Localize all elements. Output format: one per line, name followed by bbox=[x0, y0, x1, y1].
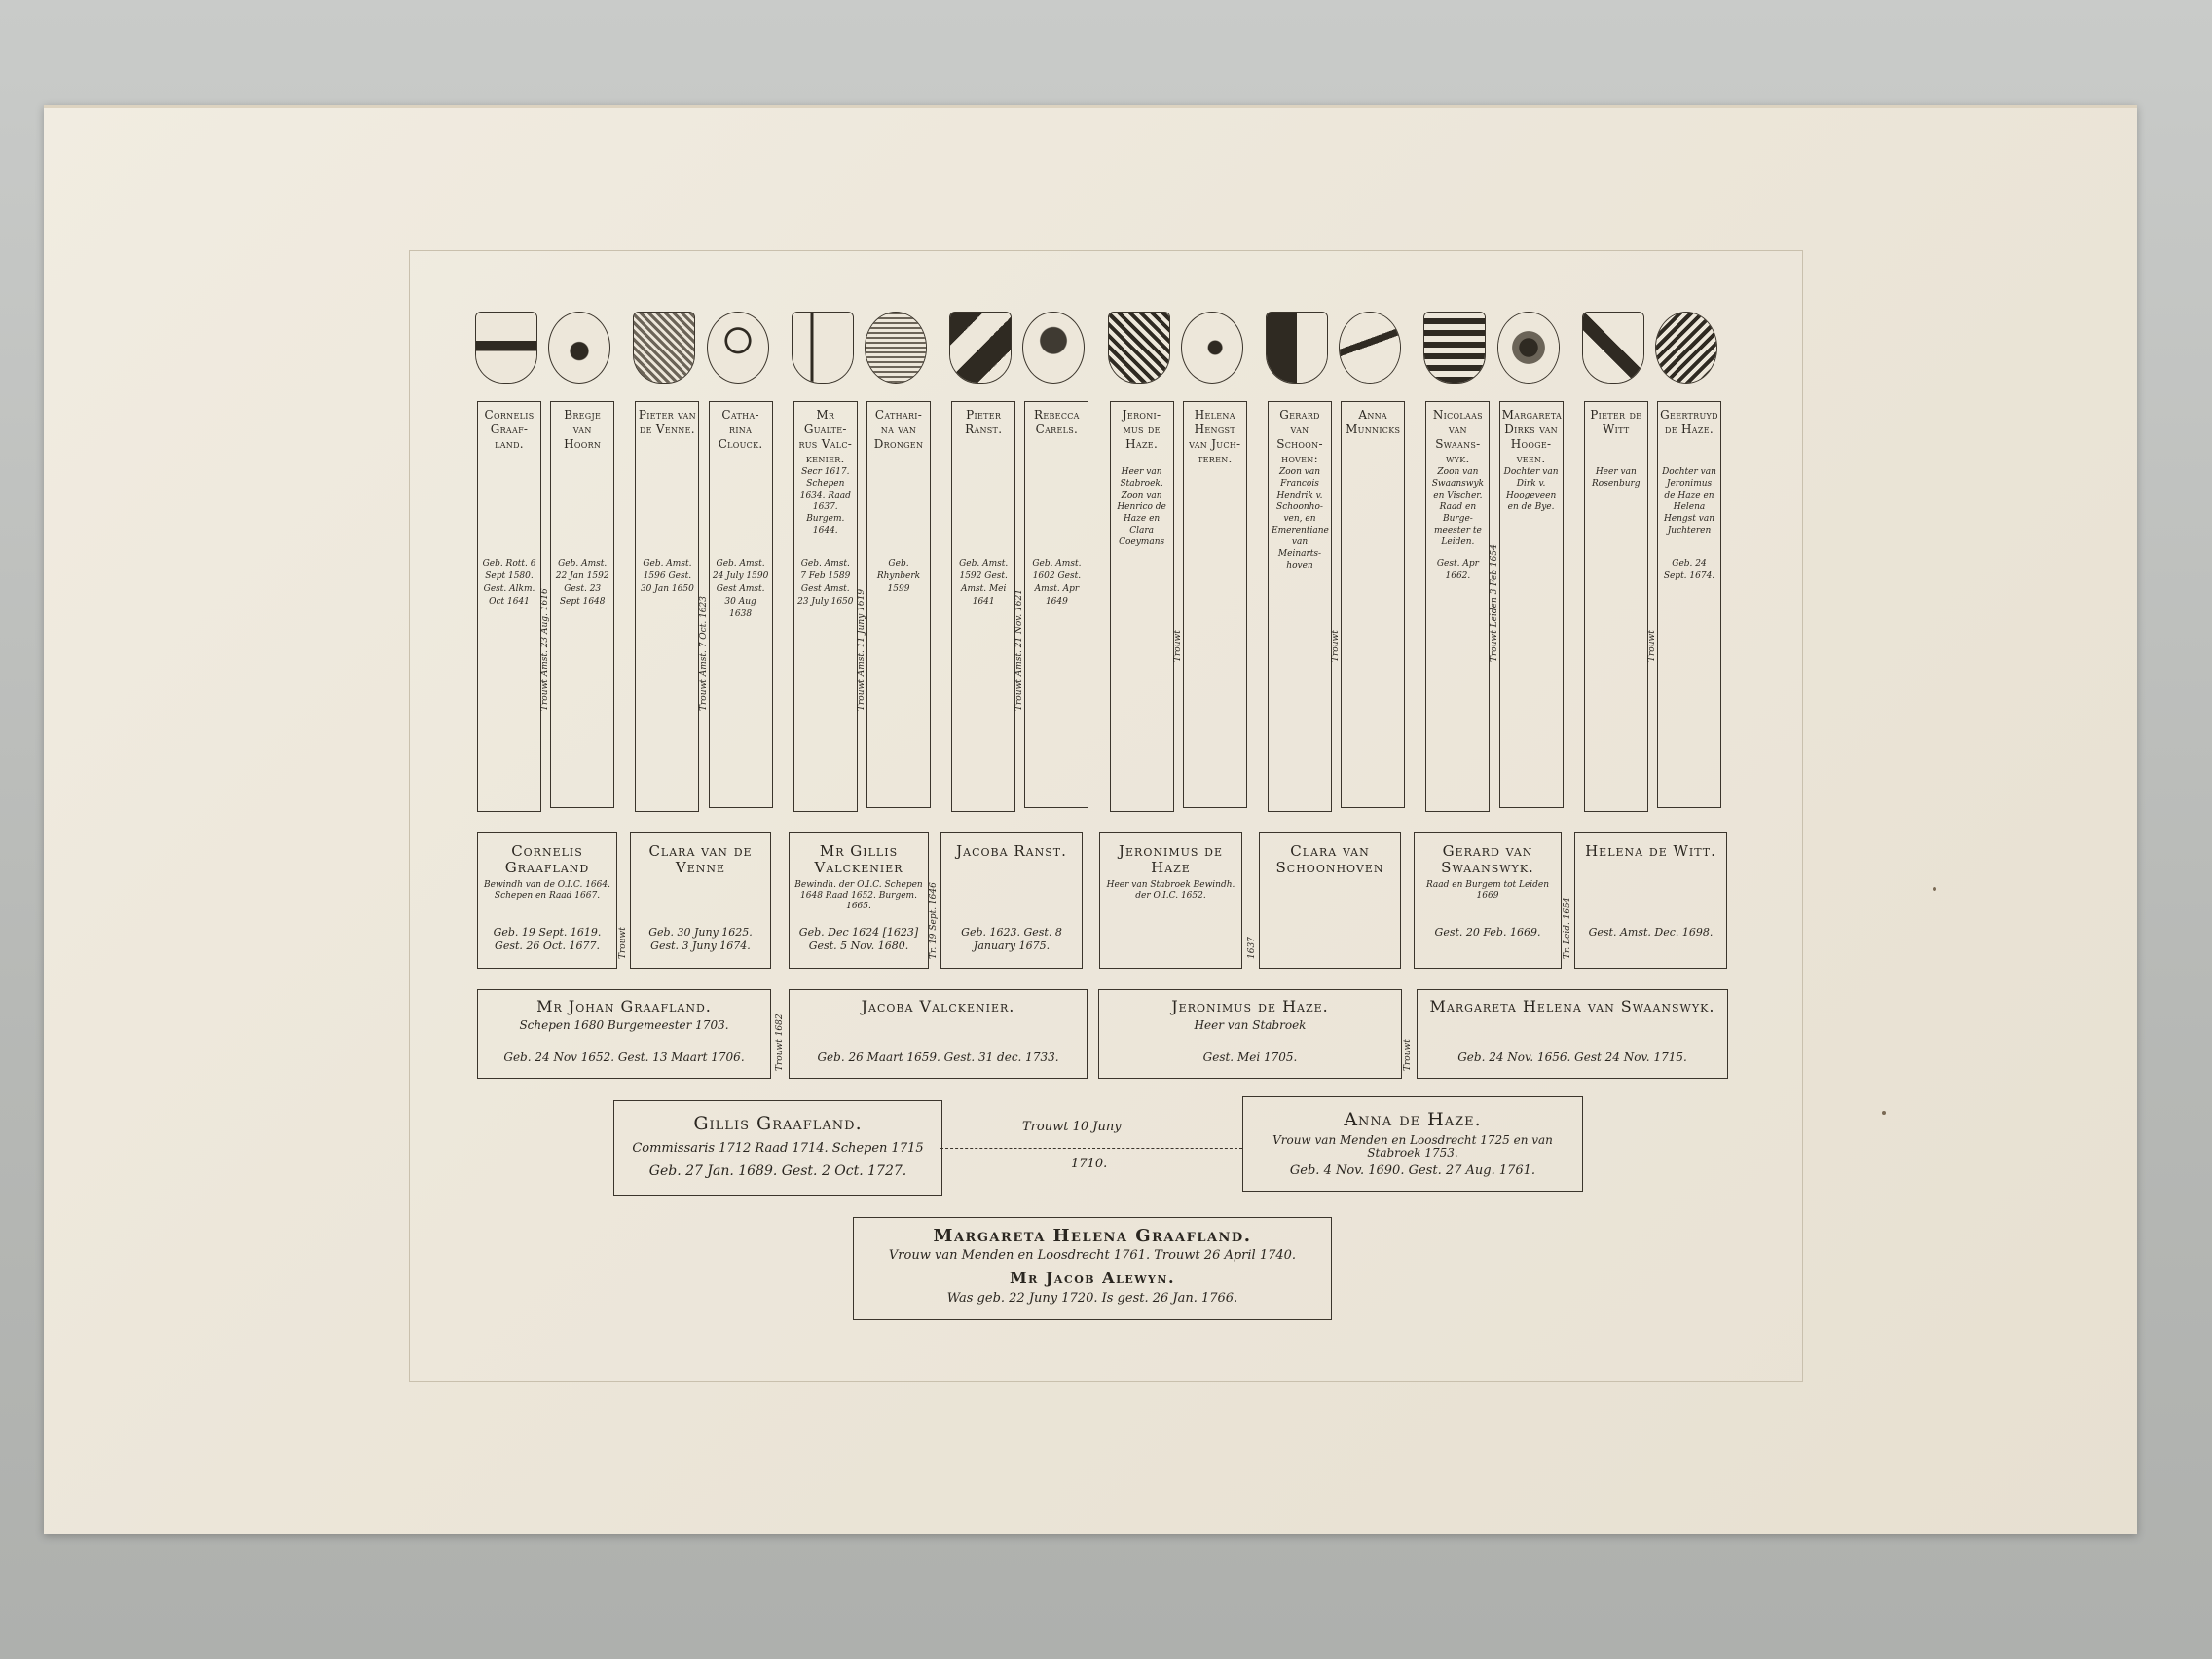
coat-of-arms-icon bbox=[1022, 312, 1085, 384]
final-name-1: Margareta Helena Graafland. bbox=[933, 1226, 1252, 1246]
foxing-spot bbox=[1882, 1111, 1886, 1115]
person-dates: Gest. 20 Feb. 1669. bbox=[1434, 926, 1541, 939]
person-name: Clara van de Venne bbox=[648, 842, 753, 876]
ancestor-note: Dochter van Jeronimus de Haze en Helena Hengst van Juchteren bbox=[1662, 467, 1716, 535]
person-dates: Geb. 24 Nov. 1656. Gest 24 Nov. 1715. bbox=[1457, 1051, 1687, 1064]
person-note: Bewindh van de O.I.C. 1664. Schepen en Raad 1667. bbox=[484, 880, 610, 901]
person-name: Gerard van Swaanswyk. bbox=[1441, 842, 1534, 876]
coat-of-arms-icon bbox=[1339, 312, 1401, 384]
marriage-note: Trouwt Leiden 3 Feb 1654 bbox=[1489, 544, 1499, 662]
person-note: Heer van Stabroek Bewindh. der O.I.C. 1652. bbox=[1106, 880, 1235, 901]
ancestor-column bbox=[793, 401, 858, 812]
shield-field bbox=[634, 313, 694, 383]
person-name: Jacoba Ranst. bbox=[956, 842, 1067, 860]
marriage-note: Trouwt Amst. 11 Juny 1619 bbox=[857, 588, 866, 711]
ancestor-name: Margareta Dirks van Hooge-veen. bbox=[1501, 408, 1563, 465]
ancestor-column bbox=[1183, 401, 1247, 808]
marriage-note: Trouwt bbox=[1647, 630, 1657, 662]
shield-field bbox=[708, 313, 768, 383]
ancestor-name: Pieter Ranst. bbox=[965, 408, 1003, 436]
coat-of-arms-icon bbox=[1423, 312, 1486, 384]
ancestor-dates: Gest. Apr 1662. bbox=[1436, 559, 1479, 581]
coat-of-arms-icon bbox=[792, 312, 854, 384]
person-note: Raad en Burgem tot Leiden 1669 bbox=[1425, 880, 1550, 901]
ancestor-name: Mr Gualte-rus Valc-kenier. bbox=[798, 408, 853, 465]
coat-of-arms-icon bbox=[707, 312, 769, 384]
ancestor-name: Pieter de Witt bbox=[1590, 408, 1642, 436]
coat-of-arms-icon bbox=[548, 312, 610, 384]
person-note: Schepen 1680 Burgemeester 1703. bbox=[519, 1018, 729, 1032]
ancestor-dates: Geb. 24 Sept. 1674. bbox=[1663, 559, 1715, 581]
ancestor-column bbox=[709, 401, 773, 808]
ancestor-column bbox=[477, 401, 541, 812]
ancestor-name: Helena Hengst van Juch-teren. bbox=[1189, 408, 1241, 465]
foxing-spot bbox=[1933, 887, 1936, 891]
marriage-date-2: 1710. bbox=[1071, 1157, 1108, 1171]
shield-field bbox=[950, 313, 1011, 383]
marriage-date-1: Trouwt 10 Juny bbox=[1022, 1120, 1122, 1134]
coat-of-arms-icon bbox=[1181, 312, 1243, 384]
ancestor-column bbox=[1499, 401, 1564, 808]
generation-box bbox=[1414, 832, 1562, 969]
ancestor-name: Anna Munnicks bbox=[1346, 408, 1401, 436]
ancestor-column bbox=[1024, 401, 1088, 808]
ancestor-dates: Geb. Amst. 22 Jan 1592 Gest. 23 Sept 1648 bbox=[555, 559, 609, 607]
marriage-note: Trouwt 1682 bbox=[775, 1014, 785, 1071]
ancestor-dates: Geb. Amst. 1602 Gest. Amst. Apr 1649 bbox=[1032, 559, 1082, 607]
coat-of-arms-icon bbox=[865, 312, 927, 384]
gillis-graafland-box bbox=[613, 1100, 942, 1196]
gillis-name: Gillis Graafland. bbox=[693, 1113, 863, 1134]
marriage-note: 1637 bbox=[1247, 937, 1257, 959]
person-name: Margareta Helena van Swaanswyk. bbox=[1429, 997, 1715, 1015]
ancestor-column bbox=[951, 401, 1015, 812]
ancestor-dates: Geb. Rott. 6 Sept 1580. Gest. Alkm. Oct 1641 bbox=[482, 559, 536, 607]
generation-box bbox=[630, 832, 771, 969]
generation-box bbox=[477, 832, 617, 969]
ancestor-name: Jeroni-mus de Haze. bbox=[1122, 408, 1161, 451]
marriage-note: Tr. Leid. 1654 bbox=[1563, 897, 1572, 959]
person-name: Mr Johan Graafland. bbox=[536, 997, 712, 1015]
person-dates: Geb. 1623. Gest. 8 January 1675. bbox=[961, 926, 1062, 952]
person-name: Jeronimus de Haze. bbox=[1171, 997, 1329, 1015]
ancestor-dates: Geb. Amst. 24 July 1590 Gest Amst. 30 Aug 1638 bbox=[712, 559, 769, 619]
ancestor-column bbox=[550, 401, 614, 808]
ancestor-name: Rebecca Carels. bbox=[1034, 408, 1080, 436]
anna-dates: Geb. 4 Nov. 1690. Gest. 27 Aug. 1761. bbox=[1289, 1163, 1536, 1178]
final-line-2: Was geb. 22 Juny 1720. Is gest. 26 Jan. 1766. bbox=[946, 1291, 1238, 1306]
gillis-note: Commissaris 1712 Raad 1714. Schepen 1715 bbox=[632, 1141, 924, 1156]
person-dates: Geb. 26 Maart 1659. Gest. 31 dec. 1733. bbox=[817, 1051, 1059, 1064]
shield-field bbox=[1182, 313, 1242, 383]
generation-box bbox=[477, 989, 771, 1079]
shield-field bbox=[866, 313, 926, 383]
shield-field bbox=[1424, 313, 1485, 383]
shield-field bbox=[1109, 313, 1169, 383]
ancestor-dates: Geb. Rhynberk 1599 bbox=[876, 559, 921, 594]
ancestor-note: Zoon van Swaanswyk en Vischer. Raad en Burge-meester te Leiden. bbox=[1431, 467, 1485, 547]
shield-field bbox=[793, 313, 853, 383]
person-name: Mr Gillis Valckenier bbox=[814, 842, 903, 876]
person-name: Helena de Witt. bbox=[1585, 842, 1716, 860]
ancestor-name: Geertruyd de Haze. bbox=[1660, 408, 1718, 436]
person-dates: Gest. Amst. Dec. 1698. bbox=[1588, 926, 1714, 939]
generation-box bbox=[789, 832, 929, 969]
generation-box bbox=[940, 832, 1083, 969]
ancestor-column bbox=[866, 401, 931, 808]
ancestor-column bbox=[1657, 401, 1721, 808]
shield-field bbox=[476, 313, 536, 383]
ancestor-name: Gerard van Schoon-hoven: bbox=[1276, 408, 1323, 465]
generation-box bbox=[1099, 832, 1242, 969]
shield-field bbox=[1267, 313, 1327, 383]
coat-of-arms-icon bbox=[1655, 312, 1717, 384]
person-dates: Geb. Dec 1624 [1623] Gest. 5 Nov. 1680. bbox=[798, 926, 919, 952]
marriage-note: Trouwt bbox=[618, 927, 628, 959]
coat-of-arms-icon bbox=[1108, 312, 1170, 384]
anna-note: Vrouw van Menden en Loosdrecht 1725 en van Stabroek 1753. bbox=[1272, 1133, 1553, 1160]
ancestor-name: Pieter van de Venne. bbox=[638, 408, 696, 436]
shield-field bbox=[1498, 313, 1559, 383]
coat-of-arms-icon bbox=[1266, 312, 1328, 384]
ancestor-column bbox=[1425, 401, 1490, 812]
marriage-note: Trouwt Amst. 21 Nov. 1621 bbox=[1014, 589, 1025, 711]
generation-box bbox=[789, 989, 1088, 1079]
ancestor-column bbox=[1341, 401, 1405, 808]
person-note: Heer van Stabroek bbox=[1194, 1018, 1307, 1032]
person-name: Jacoba Valckenier. bbox=[861, 997, 1015, 1015]
marriage-note: Trouwt bbox=[1331, 630, 1342, 662]
ancestor-note: Dochter van Dirk v. Hoogeveen en de Bye. bbox=[1503, 467, 1559, 512]
marriage-note: Trouwt Amst. 7 Oct. 1623 bbox=[698, 596, 709, 711]
coat-of-arms-icon bbox=[1582, 312, 1644, 384]
final-name-2: Mr Jacob Alewyn. bbox=[1009, 1269, 1176, 1287]
ancestor-dates: Geb. Amst. 1596 Gest. 30 Jan 1650 bbox=[640, 559, 694, 594]
ancestor-name: Cathari-na van Drongen bbox=[873, 408, 924, 451]
generation-box bbox=[1417, 989, 1728, 1079]
ancestor-column bbox=[1268, 401, 1332, 812]
coat-of-arms-icon bbox=[475, 312, 537, 384]
anna-name: Anna de Haze. bbox=[1344, 1109, 1482, 1130]
person-name: Jeronimus de Haze bbox=[1119, 842, 1223, 876]
ancestor-name: Bregje van Hoorn bbox=[564, 408, 602, 451]
ancestor-note: Heer van Stabroek. Zoon van Henrico de Haze en Clara Coeymans bbox=[1117, 467, 1166, 547]
ancestor-note: Heer van Rosenburg bbox=[1592, 467, 1641, 489]
ancestor-dates: Geb. Amst. 7 Feb 1589 Gest Amst. 23 July 1650 bbox=[797, 559, 854, 607]
final-box bbox=[853, 1217, 1332, 1320]
ancestor-dates: Geb. Amst. 1592 Gest. Amst. Mei 1641 bbox=[959, 559, 1009, 607]
shield-field bbox=[549, 313, 609, 383]
shield-field bbox=[1656, 313, 1716, 383]
generation-box bbox=[1098, 989, 1402, 1079]
ancestor-name: Cornelis Graaf-land. bbox=[484, 408, 535, 451]
marriage-note: Trouwt Amst. 23 Aug. 1616 bbox=[540, 588, 551, 711]
marriage-line bbox=[940, 1148, 1242, 1149]
person-dates: Geb. 30 Juny 1625. Gest. 3 Juny 1674. bbox=[648, 926, 753, 952]
person-dates: Gest. Mei 1705. bbox=[1202, 1051, 1298, 1064]
ancestor-column bbox=[1584, 401, 1648, 812]
shield-field bbox=[1583, 313, 1643, 383]
ancestor-column bbox=[1110, 401, 1174, 812]
marriage-note: Tr. 19 Sept. 1646 bbox=[929, 882, 939, 959]
person-name: Cornelis Graafland bbox=[504, 842, 590, 876]
generation-box bbox=[1574, 832, 1727, 969]
ancestor-name: Catha-rina Clouck. bbox=[718, 408, 763, 451]
anna-de-haze-box bbox=[1242, 1096, 1583, 1192]
person-name: Clara van Schoonhoven bbox=[1275, 842, 1384, 876]
marriage-note: Trouwt bbox=[1172, 630, 1183, 662]
marriage-note: Trouwt bbox=[1403, 1039, 1413, 1071]
gillis-dates: Geb. 27 Jan. 1689. Gest. 2 Oct. 1727. bbox=[648, 1163, 907, 1179]
final-line-1: Vrouw van Menden en Loosdrecht 1761. Trouwt 26 April 1740. bbox=[888, 1248, 1297, 1263]
ancestor-name: Nicolaas van Swaans-wyk. bbox=[1432, 408, 1483, 465]
coat-of-arms-icon bbox=[1497, 312, 1560, 384]
ancestor-note: Secr 1617. Schepen 1634. Raad 1637. Burgem. 1644. bbox=[799, 467, 851, 535]
shield-field bbox=[1023, 313, 1084, 383]
person-dates: Geb. 24 Nov 1652. Gest. 13 Maart 1706. bbox=[503, 1051, 745, 1064]
ancestor-column bbox=[635, 401, 699, 812]
ancestor-note: Zoon van Francois Hendrik v. Schoonho-ven, en Emerentiane van Meinarts-hoven bbox=[1272, 467, 1329, 571]
generation-box bbox=[1259, 832, 1401, 969]
coat-of-arms-icon bbox=[633, 312, 695, 384]
person-dates: Geb. 19 Sept. 1619. Gest. 26 Oct. 1677. bbox=[493, 926, 602, 952]
person-note: Bewindh. der O.I.C. Schepen 1648 Raad 1652. Burgem. 1665. bbox=[794, 880, 923, 911]
coat-of-arms-icon bbox=[949, 312, 1012, 384]
shield-field bbox=[1340, 313, 1400, 383]
